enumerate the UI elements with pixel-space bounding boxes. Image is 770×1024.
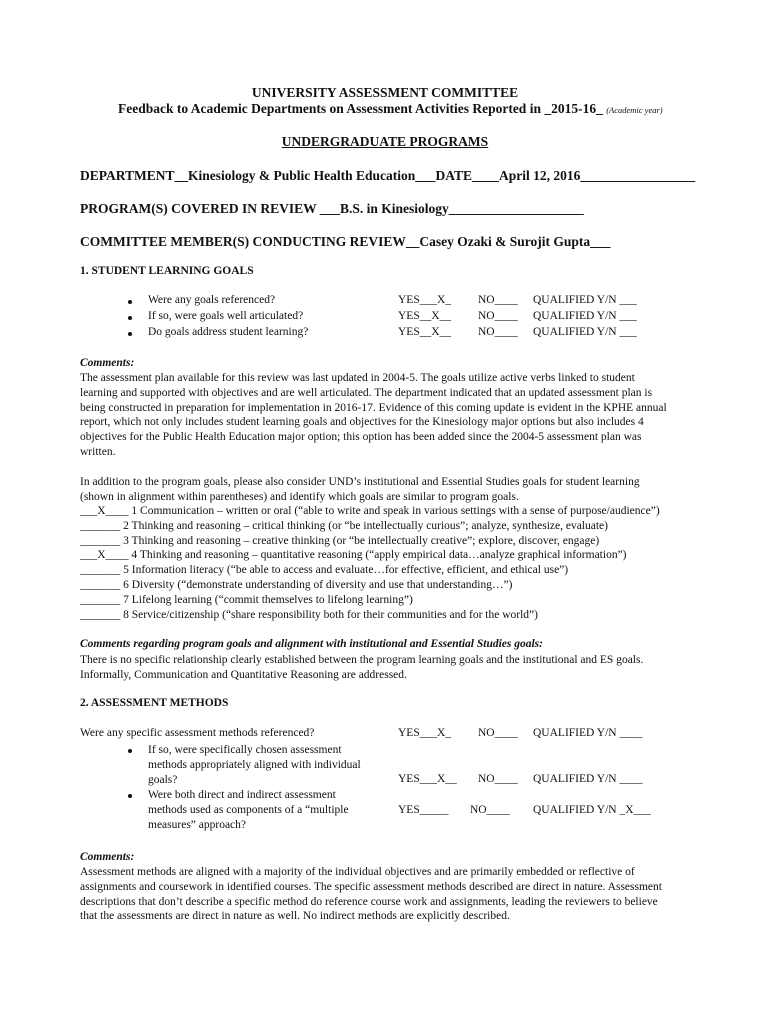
alignment-comments-label: Comments regarding program goals and alignment with institutional and Essential Studies goals: — [80, 638, 543, 650]
question-line: If so, were specifically chosen assessment — [148, 744, 342, 756]
comment-line: assignments and coursework in identified courses. The specific assessment methods described are direct in nature. Assessment — [80, 880, 662, 893]
question-line: goals? — [148, 773, 178, 786]
question-line: methods appropriately aligned with individual — [148, 758, 361, 771]
no-answer: NO____ — [478, 727, 518, 739]
question-line: Were both direct and indirect assessment — [148, 789, 336, 801]
bullet-icon — [128, 794, 132, 798]
goal-item: _______ 3 Thinking and reasoning – creative thinking (or “be intellectually creative”; explore, discover, engage) — [80, 534, 600, 547]
programs-field: PROGRAM(S) COVERED IN REVIEW ___B.S. in Kinesiology____________________ — [80, 201, 584, 216]
comment-line: descriptions that don’t describe a specific method do reference course work and assignments, leading the reviewers to believe — [80, 895, 658, 908]
section-heading: UNDERGRADUATE PROGRAMS — [281, 134, 489, 149]
bullet-icon — [128, 749, 132, 753]
intro-line: In addition to the program goals, please also consider UND’s institutional and Essential Studies goals for student learning — [80, 476, 640, 488]
comment-line: that the assessments are direct in nature as well. No indirect methods are explicitly described. — [80, 910, 510, 923]
section2-heading: 2. ASSESSMENT METHODS — [80, 697, 229, 709]
no-answer: NO____ — [470, 804, 510, 816]
goal-item: _______ 2 Thinking and reasoning – critical thinking (or “be intellectually curious”; analyze, synthesize, evaluate) — [80, 519, 608, 532]
methods-comments-label: Comments: — [80, 851, 135, 863]
comment-line: learning and supported with objectives and are well articulated. The department indicated that an updated assessment plan is — [80, 386, 653, 399]
yes-answer: YES___X_ — [398, 294, 452, 306]
yes-answer: YES__X__ — [398, 326, 452, 338]
question-goals-articulated: If so, were goals well articulated? — [148, 310, 304, 322]
qualified-answer: QUALIFIED Y/N ___ — [533, 294, 637, 306]
goal-item: ___X____ 1 Communication – written or oral (“able to write and speak in various settings with a sense of purpose/audience”) — [80, 505, 660, 517]
no-answer: NO____ — [478, 294, 518, 306]
qualified-answer: QUALIFIED Y/N ____ — [533, 773, 643, 785]
methods-comments — [80, 865, 662, 924]
subtitle-text: Feedback to Academic Departments on Assessment Activities Reported in _2015-16_ — [118, 101, 603, 116]
question-goals-referenced: Were any goals referenced? — [148, 294, 276, 306]
comment-line: being constructed in preparation for implementation in 2016-17. Evidence of this coming update is evident in the KPHE annual — [80, 401, 667, 414]
goal-item: _______ 5 Information literacy (“be able to access and evaluate…for effective, efficient, and ethical use”) — [80, 564, 569, 577]
goal-item: _______ 6 Diversity (“demonstrate understanding of diversity and use that understanding…”) — [80, 578, 513, 591]
document-subtitle — [118, 101, 663, 117]
institutional-goals-list — [80, 504, 660, 622]
qualified-answer: QUALIFIED Y/N _X___ — [533, 804, 651, 816]
question-line: measures” approach? — [148, 818, 247, 831]
goals-intro — [80, 475, 640, 505]
question-direct-indirect — [148, 788, 349, 832]
bullet-icon — [128, 316, 132, 320]
comment-line: report, which not only includes student learning goals and objectives for the Kinesiology major options but also includes 4 — [80, 416, 644, 429]
comment-line: Informally, Communication and Quantitative Reasoning are addressed. — [80, 668, 407, 681]
no-answer: NO____ — [478, 773, 518, 785]
section1-heading: 1. STUDENT LEARNING GOALS — [80, 265, 254, 277]
goal-item: _______ 7 Lifelong learning (“commit themselves to lifelong learning”) — [80, 593, 413, 606]
comment-line: objectives for the Public Health Education major option; this option has been added since the 2004-5 assessment plan was — [80, 431, 642, 444]
alignment-comments — [80, 653, 643, 683]
no-answer: NO____ — [478, 326, 518, 338]
comments-label: Comments: — [80, 357, 135, 369]
question-line: methods used as components of a “multiple — [148, 803, 349, 816]
department-field: DEPARTMENT__Kinesiology & Public Health Education___DATE____April 12, 2016_________________ — [80, 168, 696, 183]
comment-line: written. — [80, 445, 116, 458]
document-title: UNIVERSITY ASSESSMENT COMMITTEE — [251, 85, 519, 100]
qualified-answer: QUALIFIED Y/N ___ — [533, 326, 637, 338]
yes-answer: YES_____ — [398, 804, 449, 816]
committee-members-field: COMMITTEE MEMBER(S) CONDUCTING REVIEW__Casey Ozaki & Surojit Gupta___ — [80, 234, 611, 249]
bullet-icon — [128, 300, 132, 304]
qualified-answer: QUALIFIED Y/N ____ — [533, 727, 643, 739]
bullet-icon — [128, 332, 132, 336]
goal-item: _______ 8 Service/citizenship (“share responsibility both for their communities and for the world”) — [80, 608, 538, 621]
goals-comments — [80, 371, 667, 460]
yes-answer: YES__X__ — [398, 310, 452, 322]
question-methods-referenced: Were any specific assessment methods referenced? — [80, 727, 315, 739]
no-answer: NO____ — [478, 310, 518, 322]
yes-answer: YES___X_ — [398, 727, 452, 739]
yes-answer: YES___X__ — [398, 773, 457, 785]
goal-item: ___X____ 4 Thinking and reasoning – quantitative reasoning (“apply empirical data…analyze graphical information”) — [80, 549, 627, 562]
comment-line: There is no specific relationship clearly established between the program learning goals and the institutional and ES goals. — [80, 654, 644, 666]
subtitle-note: (Academic year) — [606, 105, 663, 115]
intro-line: (shown in alignment within parentheses) and identify which goals are similar to program goals. — [80, 490, 519, 503]
comment-line: Assessment methods are aligned with a majority of the individual objectives and are primarily embedded or reflective of — [80, 866, 635, 878]
qualified-answer: QUALIFIED Y/N ___ — [533, 310, 637, 322]
question-goals-student-learning: Do goals address student learning? — [148, 326, 309, 338]
question-methods-aligned — [148, 743, 361, 787]
comment-line: The assessment plan available for this review was last updated in 2004-5. The goals utilize active verbs linked to student — [80, 372, 635, 384]
